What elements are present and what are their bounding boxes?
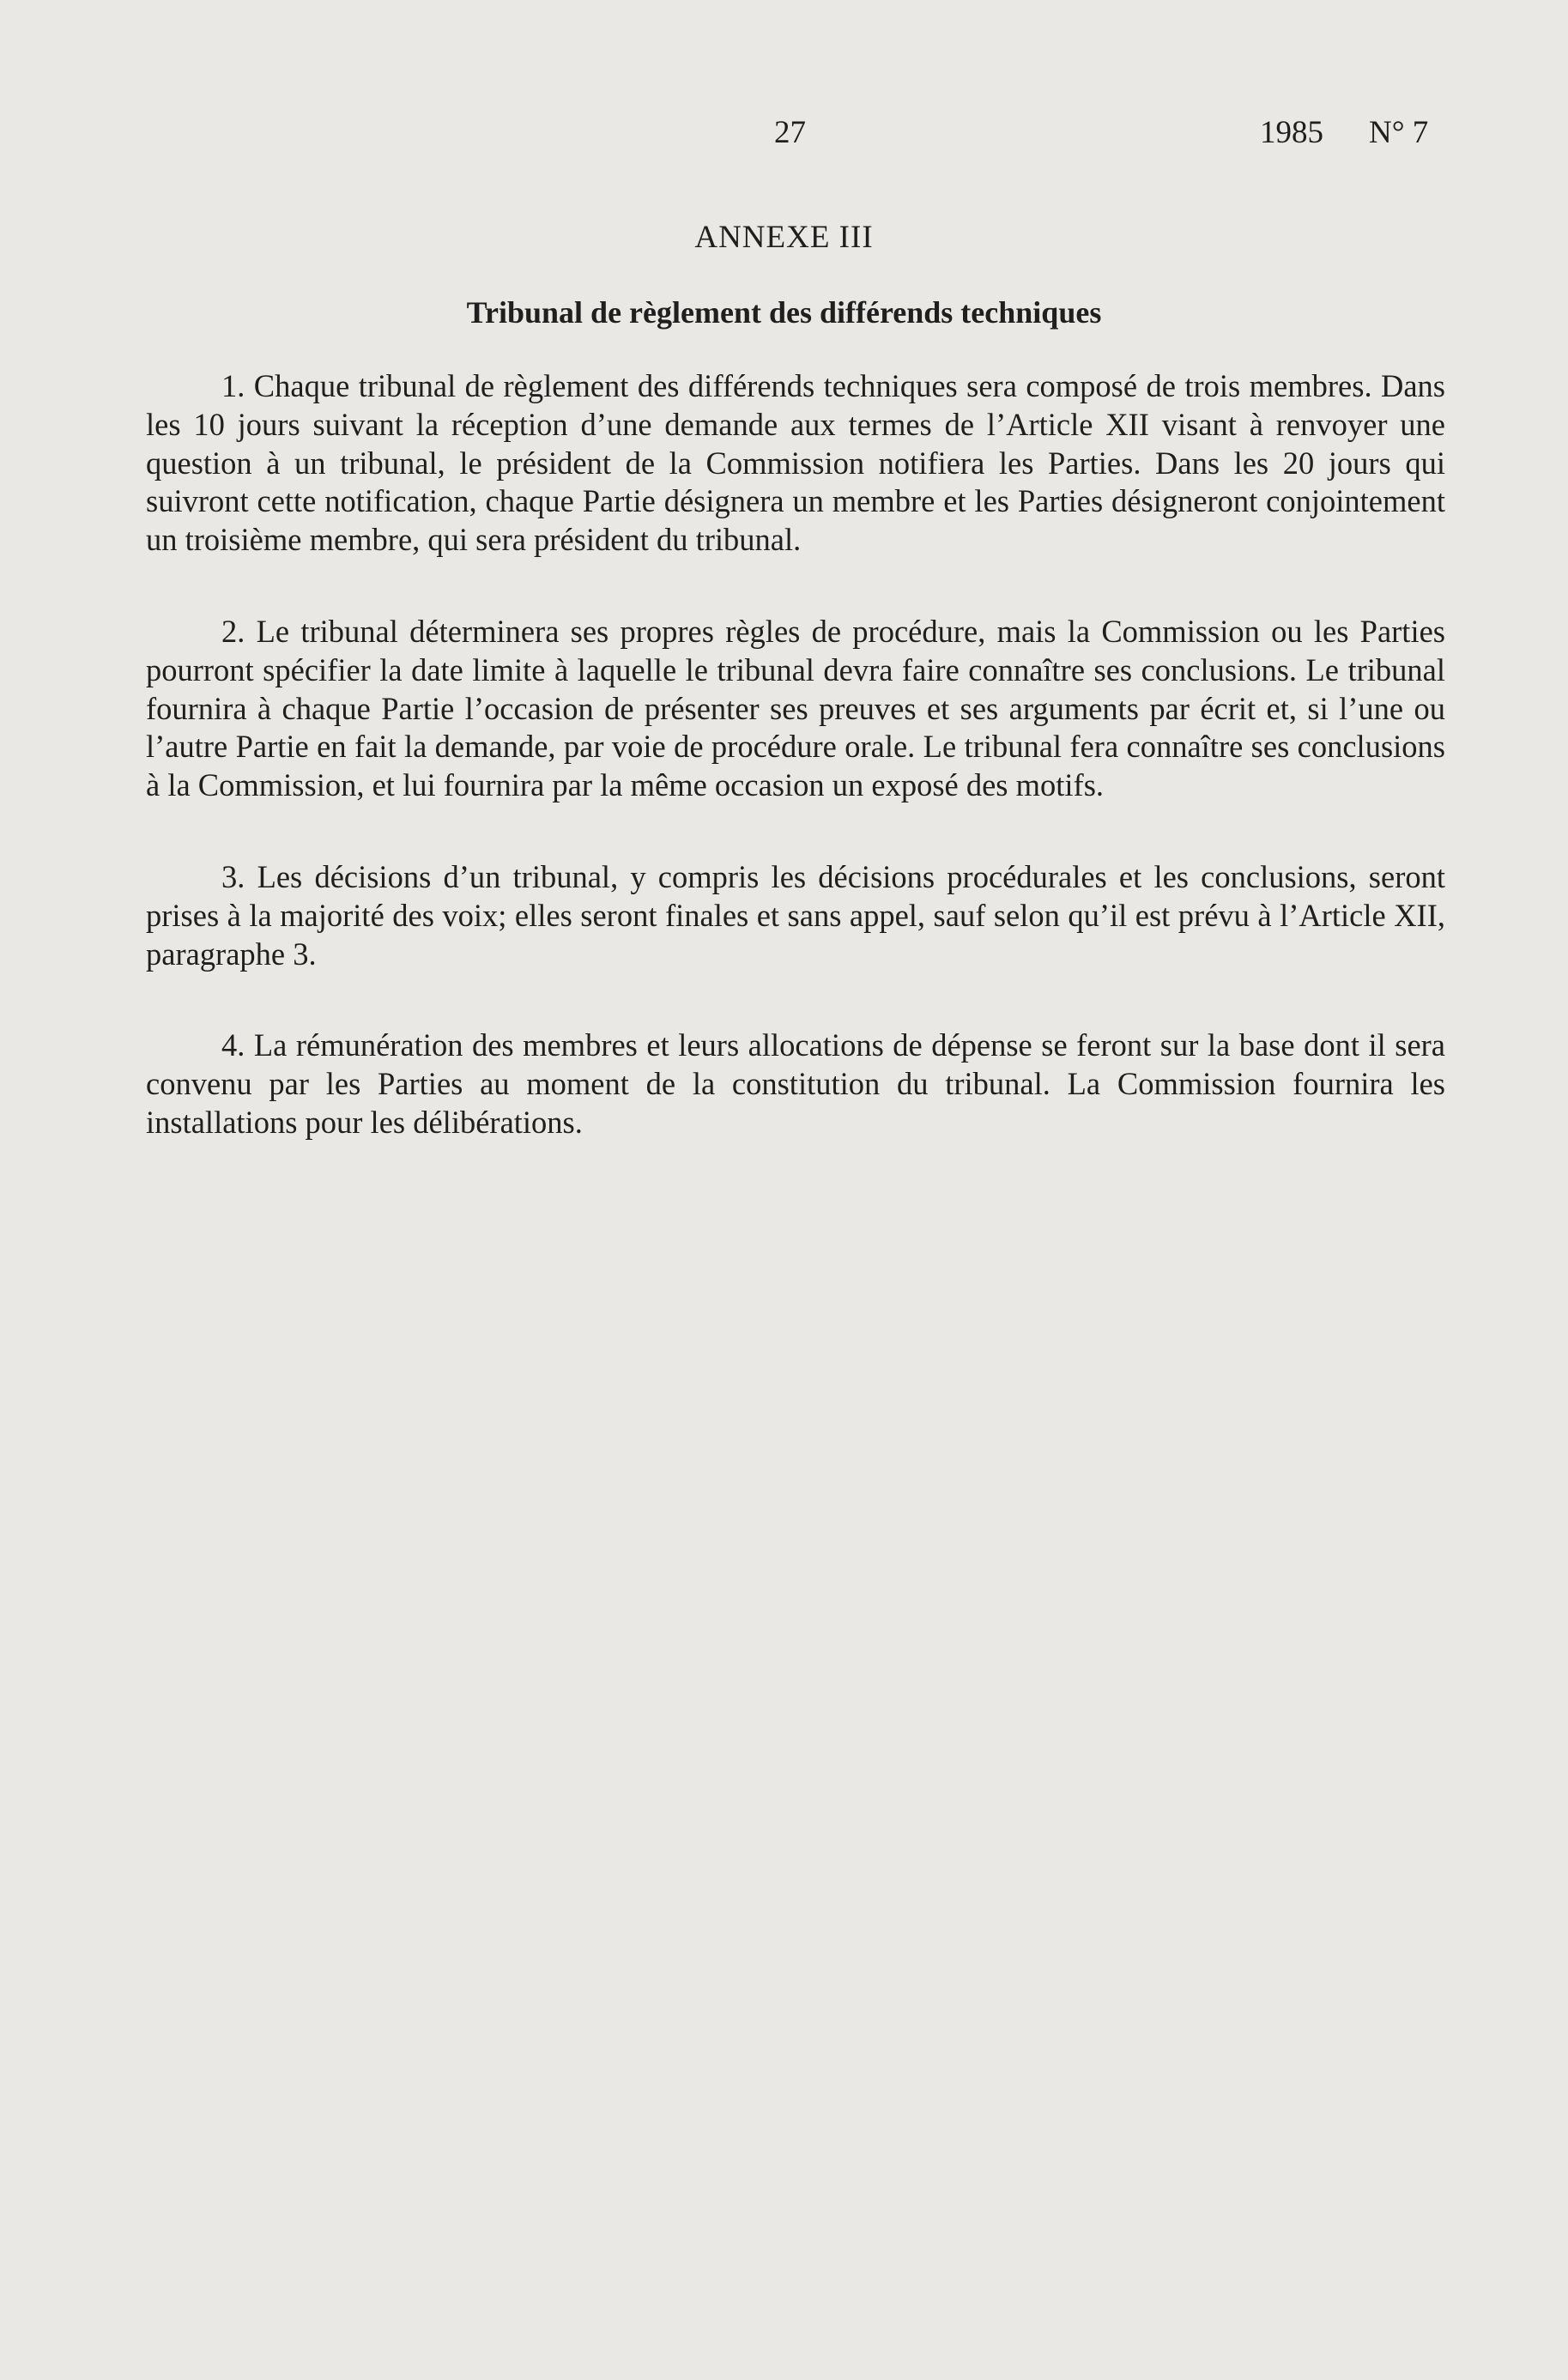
paragraph-text: Les décisions d’un tribunal, y compris les décisions procédurales et les conclusions, seront prises à la majorité des voix; elles seront finales et sans appel, sauf selon qu’il est prévu à l’Article XII, paragraphe 3. (146, 858, 1446, 972)
publication-year: 1985 (1260, 115, 1323, 150)
paragraph-number: 2. (221, 613, 245, 649)
paragraph-1 (146, 367, 1445, 560)
page-number: 27 (774, 115, 806, 150)
paragraph-3 (146, 858, 1445, 973)
document-body (146, 367, 1445, 1196)
issue-number: N° 7 (1369, 115, 1429, 150)
section-title: Tribunal de règlement des différends techniques (466, 295, 1102, 330)
paragraph-number: 1. (221, 368, 245, 403)
paragraph-number: 4. (221, 1027, 245, 1063)
paragraph-text: La rémunération des membres et leurs allocations de dépense se feront sur la base dont il sera convenu par les Parties au moment de la constitution du tribunal. La Commission fournira les installations pour les délibérations. (146, 1027, 1445, 1140)
annex-title: ANNEXE III (694, 220, 874, 255)
paragraph-text: Chaque tribunal de règlement des différends techniques sera composé de trois membres. Dans les 10 jours suivant la réception d’une demande aux termes de l’Article XII visant à renvoyer une question à un tribunal, le président de la Commission notifiera les Parties. Dans les 20 jours qui suivront cette notification, chaque Partie désignera un membre et les Parties désigneront conjointement un troisième membre, qui sera président du tribunal. (146, 368, 1445, 558)
paragraph-2 (146, 613, 1445, 805)
paragraph-number: 3. (221, 858, 245, 894)
paragraph-4 (146, 1026, 1445, 1142)
paragraph-text: Le tribunal déterminera ses propres règles de procédure, mais la Commission ou les Parties pourront spécifier la date limite à laquelle le tribunal devra faire connaître ses conclusions. Le tribunal fournira à chaque Partie l’occasion de présenter ses preuves et ses arguments par écrit et, si l’une ou l’autre Partie en fait la demande, par voie de procédure orale. Le tribunal fera connaître ses conclusions à la Commission, et lui fournira par la même occasion un exposé des motifs. (146, 613, 1445, 803)
